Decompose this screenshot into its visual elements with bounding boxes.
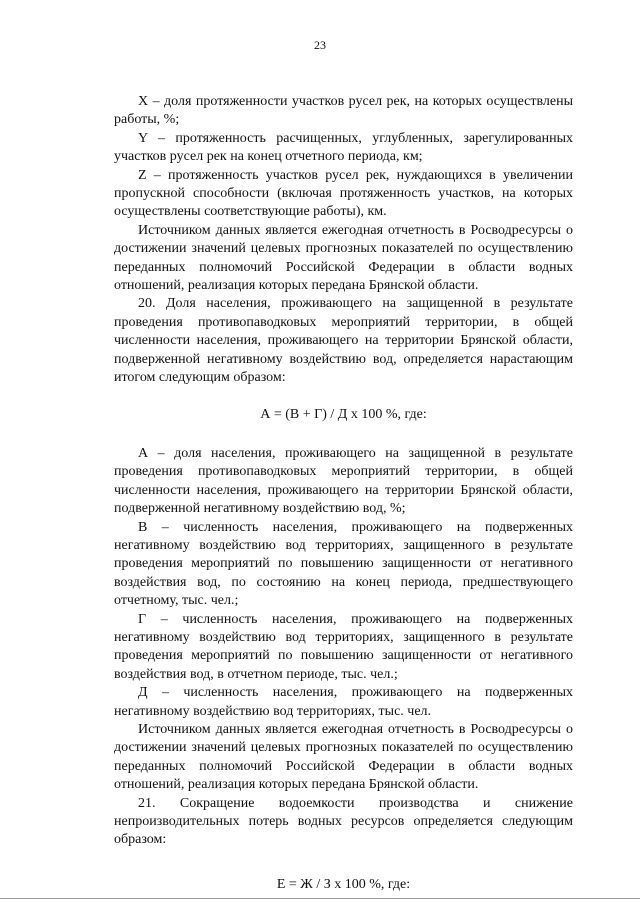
definition-g: Г – численность населения, проживающего на подверженных негативному воздействию вод территориях, защищенного в результате проведения мероприятий по повышению защищенности от негативного воздействия вод, в отчетном периоде, тыс. чел.;	[114, 611, 573, 682]
item-20-paragraph: 20. Доля населения, проживающего на защищенной в результате проведения противопаводковых мероприятий территории, в общей численности населения, проживающего на территории Брянской области, подверженной негативному воздействию вод, определяется нарастающим итогом следующим образом:	[114, 296, 573, 386]
bottom-divider	[0, 898, 640, 899]
item-21-paragraph: 21. Сокращение водоемкости производства и снижение непроизводительных потерь водных ресурсов определяется следующим образом:	[114, 795, 573, 848]
definition-z: Z – протяженность участков русел рек, нуждающихся в увеличении пропускной способности (включая протяженность участков, на которых осуществлены соответствующие работы), км.	[114, 167, 573, 220]
document-body	[114, 93, 573, 915]
page-number: 23	[314, 38, 326, 52]
definition-x: Х – доля протяженности участков русел рек, на которых осуществлены работы, %;	[114, 94, 573, 128]
definition-a: А – доля населения, проживающего на защищенной в результате проведения противопаводковых мероприятий территории, в общей численности населения, проживающего на территории Брянской области, подверженной негативному воздействию вод, %;	[114, 445, 573, 517]
definition-y: Y – протяженность расчищенных, углубленных, зарегулированных участков русел рек на конец отчетного периода, км;	[114, 130, 573, 165]
data-source-paragraph: Источником данных является ежегодная отчетность в Росводресурсы о достижении значений целевых прогнозных показателей по осуществлению переданных полномочий Российской Федерации в области водных отношений, реализация которых передана Брянской области.	[114, 222, 573, 294]
definition-v: В – численность населения, проживающего на подверженных негативному воздействию вод территориях, защищенного в результате проведения мероприятий по повышению защищенности от негативного воздействия вод, по состоянию на конец периода, предшествующего отчетному, тыс. чел.;	[114, 519, 573, 609]
definition-d: Д – численность населения, проживающего на подверженных негативному воздействию вод территориях, тыс. чел.	[114, 685, 573, 719]
data-source-paragraph: Источником данных является ежегодная отчетность в Росводресурсы о достижении значений целевых прогнозных показателей по осуществлению переданных полномочий Российской Федерации в области водных отношений, реализация которых передана Брянской области.	[114, 722, 573, 793]
formula-a: А = (В + Г) / Д х 100 %, где:	[260, 406, 427, 422]
formula-e: Е = Ж / З х 100 %, где:	[276, 876, 411, 892]
